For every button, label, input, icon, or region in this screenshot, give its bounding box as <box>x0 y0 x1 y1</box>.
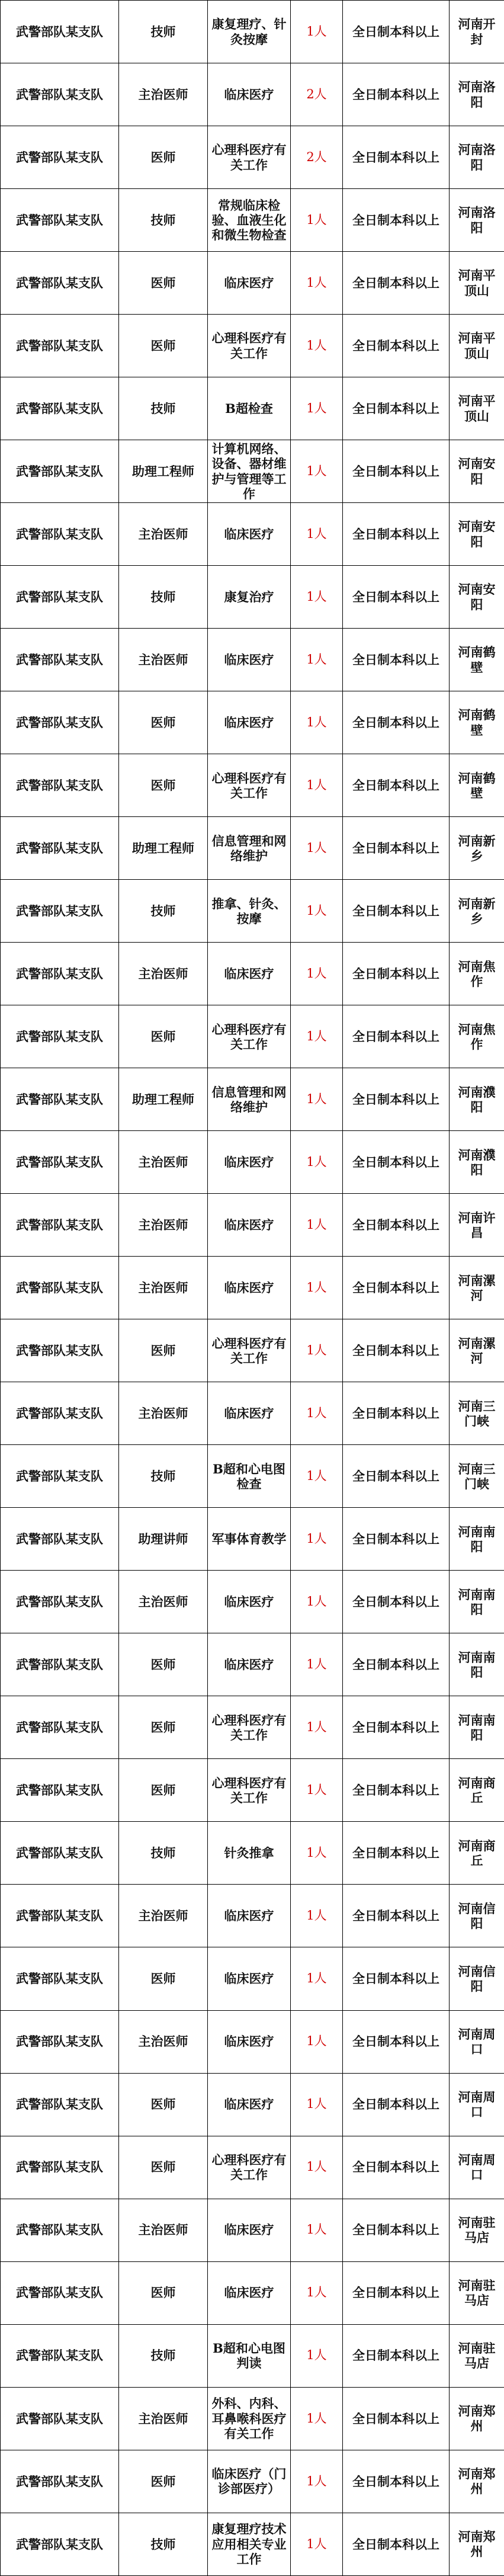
position-cell: 医师 <box>119 1759 208 1822</box>
position-cell: 主治医师 <box>119 1571 208 1633</box>
position-cell: 技师 <box>119 566 208 629</box>
major-cell: 临床医疗 <box>208 1571 291 1633</box>
region-cell: 河南漯河 <box>450 1319 504 1382</box>
table-row <box>1 1885 504 1947</box>
region-cell: 河南平顶山 <box>450 377 504 440</box>
table-row <box>1 2073 504 2136</box>
unit-cell: 武警部队某支队 <box>1 1131 119 1194</box>
education-cell: 全日制本科以上 <box>343 2450 450 2513</box>
major-cell: 心理科医疗有关工作 <box>208 2136 291 2199</box>
education-cell: 全日制本科以上 <box>343 1068 450 1131</box>
education-cell: 全日制本科以上 <box>343 629 450 691</box>
region-cell: 河南周口 <box>450 2073 504 2136</box>
count-cell: 1人 <box>291 629 343 691</box>
position-cell: 助理工程师 <box>119 817 208 880</box>
count-cell: 1人 <box>291 1759 343 1822</box>
region-cell: 河南鹤壁 <box>450 691 504 754</box>
major-cell: 心理科医疗有关工作 <box>208 1319 291 1382</box>
unit-cell: 武警部队某支队 <box>1 1257 119 1319</box>
unit-cell: 武警部队某支队 <box>1 1194 119 1257</box>
table-row <box>1 754 504 817</box>
position-cell: 主治医师 <box>119 1257 208 1319</box>
position-cell: 主治医师 <box>119 1382 208 1445</box>
region-cell: 河南洛阳 <box>450 189 504 252</box>
unit-cell: 武警部队某支队 <box>1 566 119 629</box>
education-cell: 全日制本科以上 <box>343 817 450 880</box>
region-cell: 河南郑州 <box>450 2513 504 2575</box>
count-cell: 1人 <box>291 2136 343 2199</box>
unit-cell: 武警部队某支队 <box>1 943 119 1005</box>
education-cell: 全日制本科以上 <box>343 2387 450 2450</box>
count-cell: 1人 <box>291 252 343 315</box>
position-cell: 主治医师 <box>119 2387 208 2450</box>
table-row <box>1 126 504 189</box>
unit-cell: 武警部队某支队 <box>1 1947 119 2010</box>
region-cell: 河南驻马店 <box>450 2261 504 2324</box>
table-row <box>1 1 504 63</box>
education-cell: 全日制本科以上 <box>343 315 450 377</box>
position-cell: 医师 <box>119 754 208 817</box>
major-cell: 康复治疗 <box>208 566 291 629</box>
position-cell: 医师 <box>119 691 208 754</box>
table-row <box>1 943 504 1005</box>
table-row <box>1 440 504 503</box>
position-cell: 医师 <box>119 1696 208 1759</box>
unit-cell: 武警部队某支队 <box>1 126 119 189</box>
major-cell: 临床医疗 <box>208 252 291 315</box>
education-cell: 全日制本科以上 <box>343 1131 450 1194</box>
unit-cell: 武警部队某支队 <box>1 1005 119 1068</box>
count-cell: 1人 <box>291 440 343 503</box>
table-row <box>1 1319 504 1382</box>
position-cell: 技师 <box>119 880 208 943</box>
position-cell: 技师 <box>119 1445 208 1508</box>
table-row <box>1 503 504 566</box>
education-cell: 全日制本科以上 <box>343 2261 450 2324</box>
education-cell: 全日制本科以上 <box>343 1633 450 1696</box>
table-row <box>1 1382 504 1445</box>
unit-cell: 武警部队某支队 <box>1 880 119 943</box>
education-cell: 全日制本科以上 <box>343 1759 450 1822</box>
major-cell: 临床医疗 <box>208 1947 291 2010</box>
region-cell: 河南新乡 <box>450 817 504 880</box>
position-cell: 医师 <box>119 1947 208 2010</box>
position-cell: 助理讲师 <box>119 1508 208 1571</box>
unit-cell: 武警部队某支队 <box>1 440 119 503</box>
region-cell: 河南南阳 <box>450 1571 504 1633</box>
count-cell: 1人 <box>291 2324 343 2387</box>
position-cell: 医师 <box>119 1319 208 1382</box>
unit-cell: 武警部队某支队 <box>1 2450 119 2513</box>
table-row <box>1 2010 504 2073</box>
major-cell: 临床医疗 <box>208 2261 291 2324</box>
table-row <box>1 691 504 754</box>
major-cell: 信息管理和网络维护 <box>208 1068 291 1131</box>
major-cell: 针灸推拿 <box>208 1822 291 1885</box>
major-cell: 临床医疗 <box>208 63 291 126</box>
unit-cell: 武警部队某支队 <box>1 1508 119 1571</box>
table-row <box>1 1571 504 1633</box>
region-cell: 河南洛阳 <box>450 63 504 126</box>
region-cell: 河南鹤壁 <box>450 629 504 691</box>
region-cell: 河南濮阳 <box>450 1068 504 1131</box>
position-cell: 助理工程师 <box>119 440 208 503</box>
unit-cell: 武警部队某支队 <box>1 2073 119 2136</box>
unit-cell: 武警部队某支队 <box>1 1759 119 1822</box>
unit-cell: 武警部队某支队 <box>1 1822 119 1885</box>
unit-cell: 武警部队某支队 <box>1 1445 119 1508</box>
table-row <box>1 1257 504 1319</box>
education-cell: 全日制本科以上 <box>343 1445 450 1508</box>
unit-cell: 武警部队某支队 <box>1 754 119 817</box>
education-cell: 全日制本科以上 <box>343 754 450 817</box>
table-row <box>1 880 504 943</box>
table-row <box>1 629 504 691</box>
table-row <box>1 1194 504 1257</box>
table-row <box>1 1696 504 1759</box>
count-cell: 1人 <box>291 1257 343 1319</box>
table-row <box>1 2136 504 2199</box>
unit-cell: 武警部队某支队 <box>1 1068 119 1131</box>
major-cell: 临床医疗 <box>208 691 291 754</box>
count-cell: 1人 <box>291 943 343 1005</box>
education-cell: 全日制本科以上 <box>343 1696 450 1759</box>
unit-cell: 武警部队某支队 <box>1 2387 119 2450</box>
major-cell: 心理科医疗有关工作 <box>208 126 291 189</box>
education-cell: 全日制本科以上 <box>343 63 450 126</box>
count-cell: 1人 <box>291 2010 343 2073</box>
major-cell: 心理科医疗有关工作 <box>208 1005 291 1068</box>
region-cell: 河南驻马店 <box>450 2199 504 2261</box>
education-cell: 全日制本科以上 <box>343 1319 450 1382</box>
major-cell: B超和心电图判读 <box>208 2324 291 2387</box>
unit-cell: 武警部队某支队 <box>1 377 119 440</box>
major-cell: 临床医疗 <box>208 1131 291 1194</box>
major-cell: 外科、内科、耳鼻喉科医疗有关工作 <box>208 2387 291 2450</box>
table-row <box>1 1947 504 2010</box>
unit-cell: 武警部队某支队 <box>1 817 119 880</box>
count-cell: 1人 <box>291 1 343 63</box>
count-cell: 1人 <box>291 1947 343 2010</box>
unit-cell: 武警部队某支队 <box>1 1 119 63</box>
education-cell: 全日制本科以上 <box>343 1005 450 1068</box>
education-cell: 全日制本科以上 <box>343 440 450 503</box>
education-cell: 全日制本科以上 <box>343 2010 450 2073</box>
major-cell: 临床医疗 <box>208 1633 291 1696</box>
position-cell: 医师 <box>119 1633 208 1696</box>
region-cell: 河南商丘 <box>450 1822 504 1885</box>
table-row <box>1 2450 504 2513</box>
unit-cell: 武警部队某支队 <box>1 1885 119 1947</box>
count-cell: 1人 <box>291 817 343 880</box>
table-row <box>1 63 504 126</box>
position-cell: 主治医师 <box>119 63 208 126</box>
education-cell: 全日制本科以上 <box>343 691 450 754</box>
count-cell: 1人 <box>291 315 343 377</box>
region-cell: 河南安阳 <box>450 503 504 566</box>
major-cell: 心理科医疗有关工作 <box>208 1696 291 1759</box>
major-cell: 临床医疗 <box>208 1382 291 1445</box>
major-cell: 计算机网络、设备、器材维护与管理等工作 <box>208 440 291 503</box>
major-cell: 临床医疗 <box>208 1257 291 1319</box>
position-cell: 医师 <box>119 315 208 377</box>
count-cell: 1人 <box>291 2261 343 2324</box>
unit-cell: 武警部队某支队 <box>1 189 119 252</box>
region-cell: 河南南阳 <box>450 1696 504 1759</box>
table-row <box>1 566 504 629</box>
count-cell: 1人 <box>291 1885 343 1947</box>
region-cell: 河南许昌 <box>450 1194 504 1257</box>
count-cell: 1人 <box>291 1068 343 1131</box>
education-cell: 全日制本科以上 <box>343 2136 450 2199</box>
region-cell: 河南周口 <box>450 2010 504 2073</box>
count-cell: 1人 <box>291 880 343 943</box>
position-cell: 医师 <box>119 126 208 189</box>
position-cell: 主治医师 <box>119 1131 208 1194</box>
region-cell: 河南鹤壁 <box>450 754 504 817</box>
education-cell: 全日制本科以上 <box>343 189 450 252</box>
table-row <box>1 1068 504 1131</box>
region-cell: 河南洛阳 <box>450 126 504 189</box>
position-cell: 主治医师 <box>119 943 208 1005</box>
major-cell: 军事体育教学 <box>208 1508 291 1571</box>
position-cell: 医师 <box>119 2450 208 2513</box>
region-cell: 河南新乡 <box>450 880 504 943</box>
major-cell: 临床医疗 <box>208 2010 291 2073</box>
count-cell: 1人 <box>291 1319 343 1382</box>
unit-cell: 武警部队某支队 <box>1 503 119 566</box>
major-cell: 心理科医疗有关工作 <box>208 754 291 817</box>
major-cell: 临床医疗 <box>208 503 291 566</box>
major-cell: 心理科医疗有关工作 <box>208 1759 291 1822</box>
count-cell: 1人 <box>291 503 343 566</box>
unit-cell: 武警部队某支队 <box>1 2010 119 2073</box>
education-cell: 全日制本科以上 <box>343 566 450 629</box>
region-cell: 河南漯河 <box>450 1257 504 1319</box>
count-cell: 1人 <box>291 2450 343 2513</box>
region-cell: 河南三门峡 <box>450 1382 504 1445</box>
count-cell: 1人 <box>291 2073 343 2136</box>
unit-cell: 武警部队某支队 <box>1 252 119 315</box>
major-cell: 临床医疗 <box>208 1885 291 1947</box>
position-cell: 医师 <box>119 1005 208 1068</box>
table-row <box>1 817 504 880</box>
count-cell: 1人 <box>291 754 343 817</box>
unit-cell: 武警部队某支队 <box>1 2261 119 2324</box>
position-cell: 技师 <box>119 1 208 63</box>
unit-cell: 武警部队某支队 <box>1 2199 119 2261</box>
unit-cell: 武警部队某支队 <box>1 1382 119 1445</box>
unit-cell: 武警部队某支队 <box>1 1696 119 1759</box>
position-cell: 技师 <box>119 189 208 252</box>
count-cell: 1人 <box>291 1005 343 1068</box>
education-cell: 全日制本科以上 <box>343 2513 450 2575</box>
position-cell: 主治医师 <box>119 2010 208 2073</box>
position-cell: 主治医师 <box>119 503 208 566</box>
region-cell: 河南三门峡 <box>450 1445 504 1508</box>
position-cell: 技师 <box>119 2324 208 2387</box>
major-cell: 康复理疗、针灸按摩 <box>208 1 291 63</box>
region-cell: 河南信阳 <box>450 1885 504 1947</box>
count-cell: 1人 <box>291 566 343 629</box>
count-cell: 1人 <box>291 2513 343 2575</box>
education-cell: 全日制本科以上 <box>343 1571 450 1633</box>
position-cell: 技师 <box>119 2513 208 2575</box>
education-cell: 全日制本科以上 <box>343 126 450 189</box>
region-cell: 河南平顶山 <box>450 315 504 377</box>
table-row <box>1 2387 504 2450</box>
unit-cell: 武警部队某支队 <box>1 629 119 691</box>
major-cell: 临床医疗 <box>208 2199 291 2261</box>
education-cell: 全日制本科以上 <box>343 1947 450 2010</box>
table-row <box>1 1822 504 1885</box>
table-row <box>1 1759 504 1822</box>
region-cell: 河南安阳 <box>450 566 504 629</box>
major-cell: 心理科医疗有关工作 <box>208 315 291 377</box>
count-cell: 2人 <box>291 63 343 126</box>
region-cell: 河南周口 <box>450 2136 504 2199</box>
major-cell: 临床医疗（门诊部医疗） <box>208 2450 291 2513</box>
education-cell: 全日制本科以上 <box>343 2324 450 2387</box>
count-cell: 1人 <box>291 1633 343 1696</box>
education-cell: 全日制本科以上 <box>343 1508 450 1571</box>
table-row <box>1 2513 504 2575</box>
count-cell: 1人 <box>291 1508 343 1571</box>
major-cell: B超检查 <box>208 377 291 440</box>
major-cell: 康复理疗技术应用相关专业工作 <box>208 2513 291 2575</box>
table-row <box>1 377 504 440</box>
position-cell: 技师 <box>119 377 208 440</box>
education-cell: 全日制本科以上 <box>343 1822 450 1885</box>
education-cell: 全日制本科以上 <box>343 1382 450 1445</box>
education-cell: 全日制本科以上 <box>343 1 450 63</box>
unit-cell: 武警部队某支队 <box>1 2513 119 2575</box>
count-cell: 1人 <box>291 1382 343 1445</box>
table-row <box>1 1508 504 1571</box>
major-cell: 临床医疗 <box>208 1194 291 1257</box>
major-cell: 临床医疗 <box>208 943 291 1005</box>
unit-cell: 武警部队某支队 <box>1 1571 119 1633</box>
region-cell: 河南安阳 <box>450 440 504 503</box>
unit-cell: 武警部队某支队 <box>1 315 119 377</box>
table-row <box>1 2324 504 2387</box>
major-cell: 临床医疗 <box>208 2073 291 2136</box>
region-cell: 河南开封 <box>450 1 504 63</box>
position-cell: 助理工程师 <box>119 1068 208 1131</box>
education-cell: 全日制本科以上 <box>343 1194 450 1257</box>
region-cell: 河南郑州 <box>450 2387 504 2450</box>
count-cell: 1人 <box>291 2199 343 2261</box>
count-cell: 1人 <box>291 1131 343 1194</box>
region-cell: 河南平顶山 <box>450 252 504 315</box>
table-row <box>1 189 504 252</box>
count-cell: 1人 <box>291 1194 343 1257</box>
major-cell: 常规临床检验、血液生化和微生物检查 <box>208 189 291 252</box>
education-cell: 全日制本科以上 <box>343 880 450 943</box>
region-cell: 河南焦作 <box>450 943 504 1005</box>
unit-cell: 武警部队某支队 <box>1 2136 119 2199</box>
region-cell: 河南商丘 <box>450 1759 504 1822</box>
unit-cell: 武警部队某支队 <box>1 63 119 126</box>
position-cell: 医师 <box>119 2073 208 2136</box>
education-cell: 全日制本科以上 <box>343 377 450 440</box>
region-cell: 河南濮阳 <box>450 1131 504 1194</box>
position-cell: 主治医师 <box>119 629 208 691</box>
count-cell: 1人 <box>291 189 343 252</box>
education-cell: 全日制本科以上 <box>343 2073 450 2136</box>
major-cell: 信息管理和网络维护 <box>208 817 291 880</box>
count-cell: 1人 <box>291 1696 343 1759</box>
region-cell: 河南焦作 <box>450 1005 504 1068</box>
count-cell: 1人 <box>291 1822 343 1885</box>
count-cell: 1人 <box>291 1445 343 1508</box>
table-row <box>1 252 504 315</box>
unit-cell: 武警部队某支队 <box>1 2324 119 2387</box>
education-cell: 全日制本科以上 <box>343 503 450 566</box>
region-cell: 河南信阳 <box>450 1947 504 2010</box>
count-cell: 1人 <box>291 377 343 440</box>
count-cell: 1人 <box>291 691 343 754</box>
unit-cell: 武警部队某支队 <box>1 1633 119 1696</box>
major-cell: B超和心电图检查 <box>208 1445 291 1508</box>
table-row <box>1 2199 504 2261</box>
major-cell: 临床医疗 <box>208 629 291 691</box>
position-cell: 医师 <box>119 2136 208 2199</box>
position-cell: 主治医师 <box>119 1194 208 1257</box>
table-row <box>1 315 504 377</box>
table-row <box>1 2261 504 2324</box>
region-cell: 河南南阳 <box>450 1508 504 1571</box>
education-cell: 全日制本科以上 <box>343 1257 450 1319</box>
count-cell: 2人 <box>291 126 343 189</box>
region-cell: 河南南阳 <box>450 1633 504 1696</box>
education-cell: 全日制本科以上 <box>343 252 450 315</box>
table-row <box>1 1131 504 1194</box>
count-cell: 1人 <box>291 1571 343 1633</box>
education-cell: 全日制本科以上 <box>343 943 450 1005</box>
table-row <box>1 1445 504 1508</box>
unit-cell: 武警部队某支队 <box>1 691 119 754</box>
position-cell: 医师 <box>119 252 208 315</box>
table-row <box>1 1005 504 1068</box>
education-cell: 全日制本科以上 <box>343 2199 450 2261</box>
education-cell: 全日制本科以上 <box>343 1885 450 1947</box>
region-cell: 河南驻马店 <box>450 2324 504 2387</box>
recruitment-table-body <box>1 1 504 2576</box>
unit-cell: 武警部队某支队 <box>1 1319 119 1382</box>
major-cell: 推拿、针灸、按摩 <box>208 880 291 943</box>
position-cell: 医师 <box>119 2261 208 2324</box>
position-cell: 主治医师 <box>119 2199 208 2261</box>
position-cell: 主治医师 <box>119 1885 208 1947</box>
position-cell: 技师 <box>119 1822 208 1885</box>
table-row <box>1 1633 504 1696</box>
count-cell: 1人 <box>291 2387 343 2450</box>
region-cell: 河南郑州 <box>450 2450 504 2513</box>
